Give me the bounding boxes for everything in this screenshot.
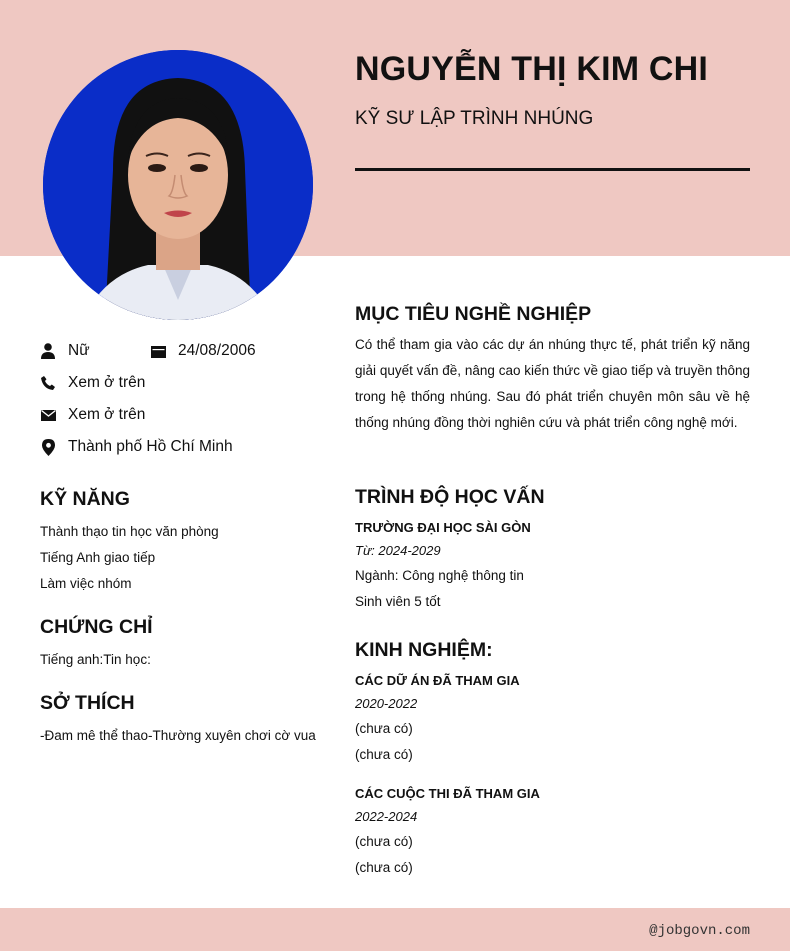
birthdate-value: 24/08/2006 <box>178 342 256 359</box>
mail-icon <box>40 407 56 423</box>
address-value: Thành phố Hồ Chí Minh <box>68 438 233 455</box>
projects-title: CÁC DỮ ÁN ĐÃ THAM GIA <box>355 673 520 688</box>
candidate-name: NGUYỄN THỊ KIM CHI <box>355 50 709 88</box>
hobbies-text: -Đam mê thể thao-Thường xuyên chơi cờ vua <box>40 728 316 743</box>
phone-value: Xem ở trên <box>68 374 146 391</box>
projects-period: 2020-2022 <box>355 696 418 711</box>
user-icon <box>40 343 56 359</box>
project-item: (chưa có) <box>355 747 413 762</box>
education-period: Từ: 2024-2029 <box>355 543 441 558</box>
skill-item: Thành thạo tin học văn phòng <box>40 524 219 539</box>
hobbies-title: SỞ THÍCH <box>40 692 135 714</box>
phone-icon <box>40 375 56 391</box>
skill-item: Làm việc nhóm <box>40 576 132 591</box>
objective-title: MỤC TIÊU NGHỀ NGHIỆP <box>355 303 592 325</box>
skills-title: KỸ NĂNG <box>40 488 130 510</box>
address-row <box>40 438 233 456</box>
email-row <box>40 406 145 424</box>
certificates-title: CHỨNG CHỈ <box>40 616 153 638</box>
objective-text: Có thể tham gia vào các dự án nhúng thực tế, phát triển kỹ năng giải quyết vấn đề, nâng cao kiến thức về giao tiếp và truyền thông trong hệ thống nhúng. Sau đó phát triển chuyên môn sâu về hệ thống nhúng đồng thời nghiên cứu và phát triển công nghệ mới. <box>355 337 750 430</box>
experience-title: KINH NGHIỆM: <box>355 639 493 661</box>
job-title: KỸ SƯ LẬP TRÌNH NHÚNG <box>355 108 594 129</box>
skill-item: Tiếng Anh giao tiếp <box>40 550 156 565</box>
contests-period: 2022-2024 <box>355 809 418 824</box>
education-major: Ngành: Công nghệ thông tin <box>355 568 524 583</box>
contest-item: (chưa có) <box>355 860 413 875</box>
contests-title: CÁC CUỘC THI ĐÃ THAM GIA <box>355 786 540 801</box>
profile-photo <box>43 50 313 320</box>
project-item: (chưa có) <box>355 721 413 736</box>
birthdate-row <box>150 342 256 360</box>
education-note: Sinh viên 5 tốt <box>355 594 441 609</box>
phone-row <box>40 374 145 392</box>
education-title: TRÌNH ĐỘ HỌC VẤN <box>355 486 545 508</box>
email-value: Xem ở trên <box>68 406 146 423</box>
school-name: TRƯỜNG ĐẠI HỌC SÀI GÒN <box>355 520 531 535</box>
title-divider <box>355 168 750 171</box>
gender-row <box>40 342 90 360</box>
location-icon <box>40 439 56 455</box>
gender-value: Nữ <box>68 342 90 359</box>
certificates-text: Tiếng anh:Tin học: <box>40 652 151 667</box>
contest-item: (chưa có) <box>355 834 413 849</box>
footer-brand: @jobgovn.com <box>649 923 750 939</box>
calendar-icon <box>150 343 166 359</box>
